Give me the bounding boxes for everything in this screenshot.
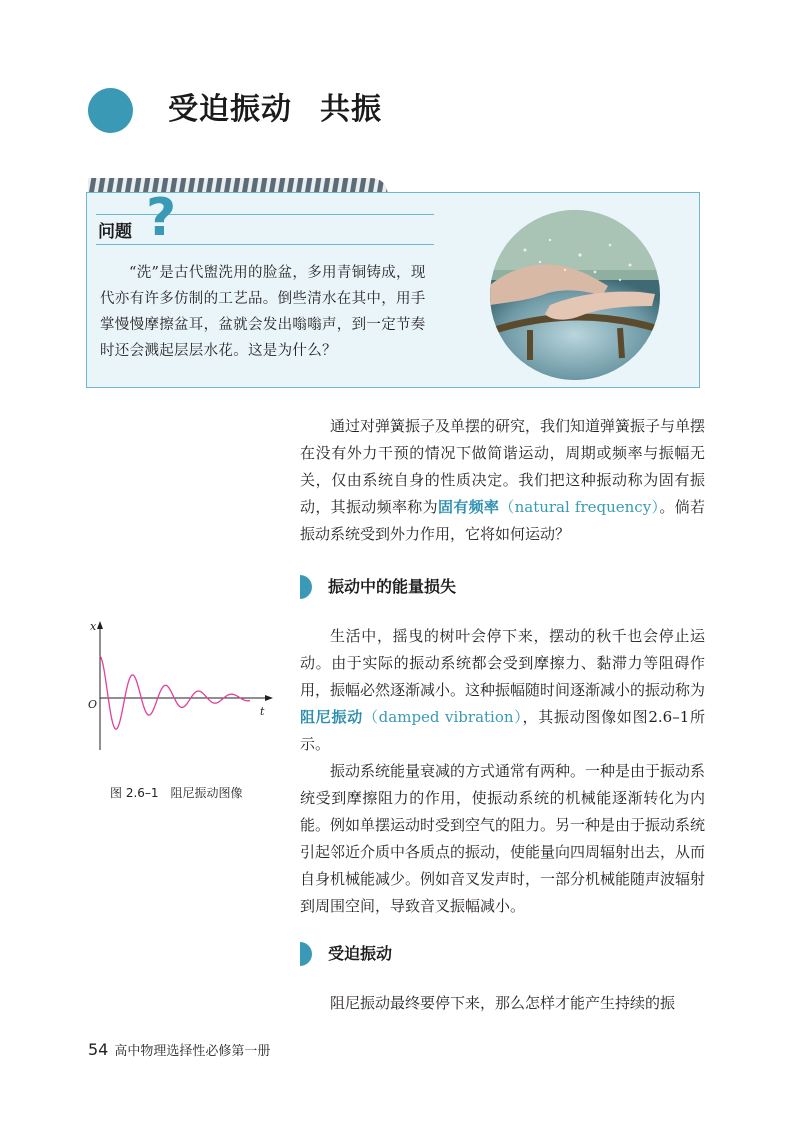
page-footer <box>88 1040 270 1059</box>
t-axis-label: t <box>260 705 265 718</box>
section-marker-icon <box>300 942 312 966</box>
title-circle-icon <box>88 88 133 133</box>
book-title: 高中物理选择性必修第一册 <box>114 1044 271 1059</box>
page-number: 54 <box>88 1040 109 1059</box>
x-axis-arrow-icon <box>97 621 103 629</box>
origin-label: O <box>88 698 98 711</box>
damped-vibration-graph <box>88 618 278 758</box>
damping-paragraph <box>300 623 705 758</box>
question-rule-bottom <box>96 244 434 245</box>
t-axis-arrow-icon <box>265 695 273 701</box>
intro-paragraph <box>300 413 705 548</box>
term-natural-frequency: 固有频率 <box>437 498 500 516</box>
term-damped-vibration: 阻尼振动 <box>300 708 363 726</box>
page-title-part2: 共振 <box>320 92 382 127</box>
intro-text-2: 。倘若振动系统受到外力作用，它将如何运动？ <box>300 498 705 543</box>
x-axis-label: x <box>90 620 97 633</box>
section-heading-text: 受迫振动 <box>328 944 393 963</box>
page-title <box>168 88 382 132</box>
damped-vibration-curve <box>100 656 250 729</box>
damping-text-2: ，其振动图像如图2.6–1所示。 <box>300 708 705 753</box>
figure-caption <box>110 784 243 801</box>
forced-vibration-paragraph: 阻尼振动最终要停下来，那么怎样才能产生持续的振 <box>330 994 676 1012</box>
figure-number: 图 2.6–1 <box>110 786 159 800</box>
question-mark-icon: ? <box>146 188 177 248</box>
section-heading-text: 振动中的能量损失 <box>328 577 457 596</box>
term-natural-frequency-english: （natural frequency） <box>499 498 660 516</box>
figure-caption-text: 阻尼振动图像 <box>170 786 243 800</box>
intro-text-1: 通过对弹簧振子及单摆的研究，我们知道弹簧振子与单摆在没有外力干预的情况下做简谐运动，周期或频率与振幅无关，仅由系统自身的性质决定。我们把这种振动称为固有振动，其振动频率称为 <box>300 417 706 516</box>
photo-hands-rubbing-basin <box>490 210 660 380</box>
question-label: 问题 <box>98 222 132 242</box>
energy-decay-paragraph: 振动系统能量衰减的方式通常有两种。一种是由于振动系统受到摩擦阻力的作用，使振动系统的机械能逐渐转化为内能。例如单摆运动时受到空气的阻力。另一种是由于振动系统引起邻近介质中各质点的振动，使能量向四周辐射出去，从而自身机械能减少。例如音叉发声时，一部分机械能随声波辐射到周围空间，导致音叉振幅减小。 <box>300 762 706 915</box>
page-title-part1: 受迫振动 <box>168 92 292 127</box>
section-marker-icon <box>300 575 312 599</box>
question-text: “洗”是古代盥洗用的脸盆，多用青铜铸成，现代亦有许多仿制的工艺品。倒些清水在其中，用手掌慢慢摩擦盆耳，盆就会发出嗡嗡声，到一定节奏时还会溅起层层水花。这是为什么？ <box>100 265 426 359</box>
term-damped-vibration-english: （damped vibration） <box>362 708 523 726</box>
damping-text-1: 生活中，摇曳的树叶会停下来，摆动的秋千也会停止运动。由于实际的振动系统都会受到摩擦力、黏滞力等阻碍作用，振幅必然逐渐减小。这种振幅随时间逐渐减小的振动称为 <box>300 627 706 699</box>
